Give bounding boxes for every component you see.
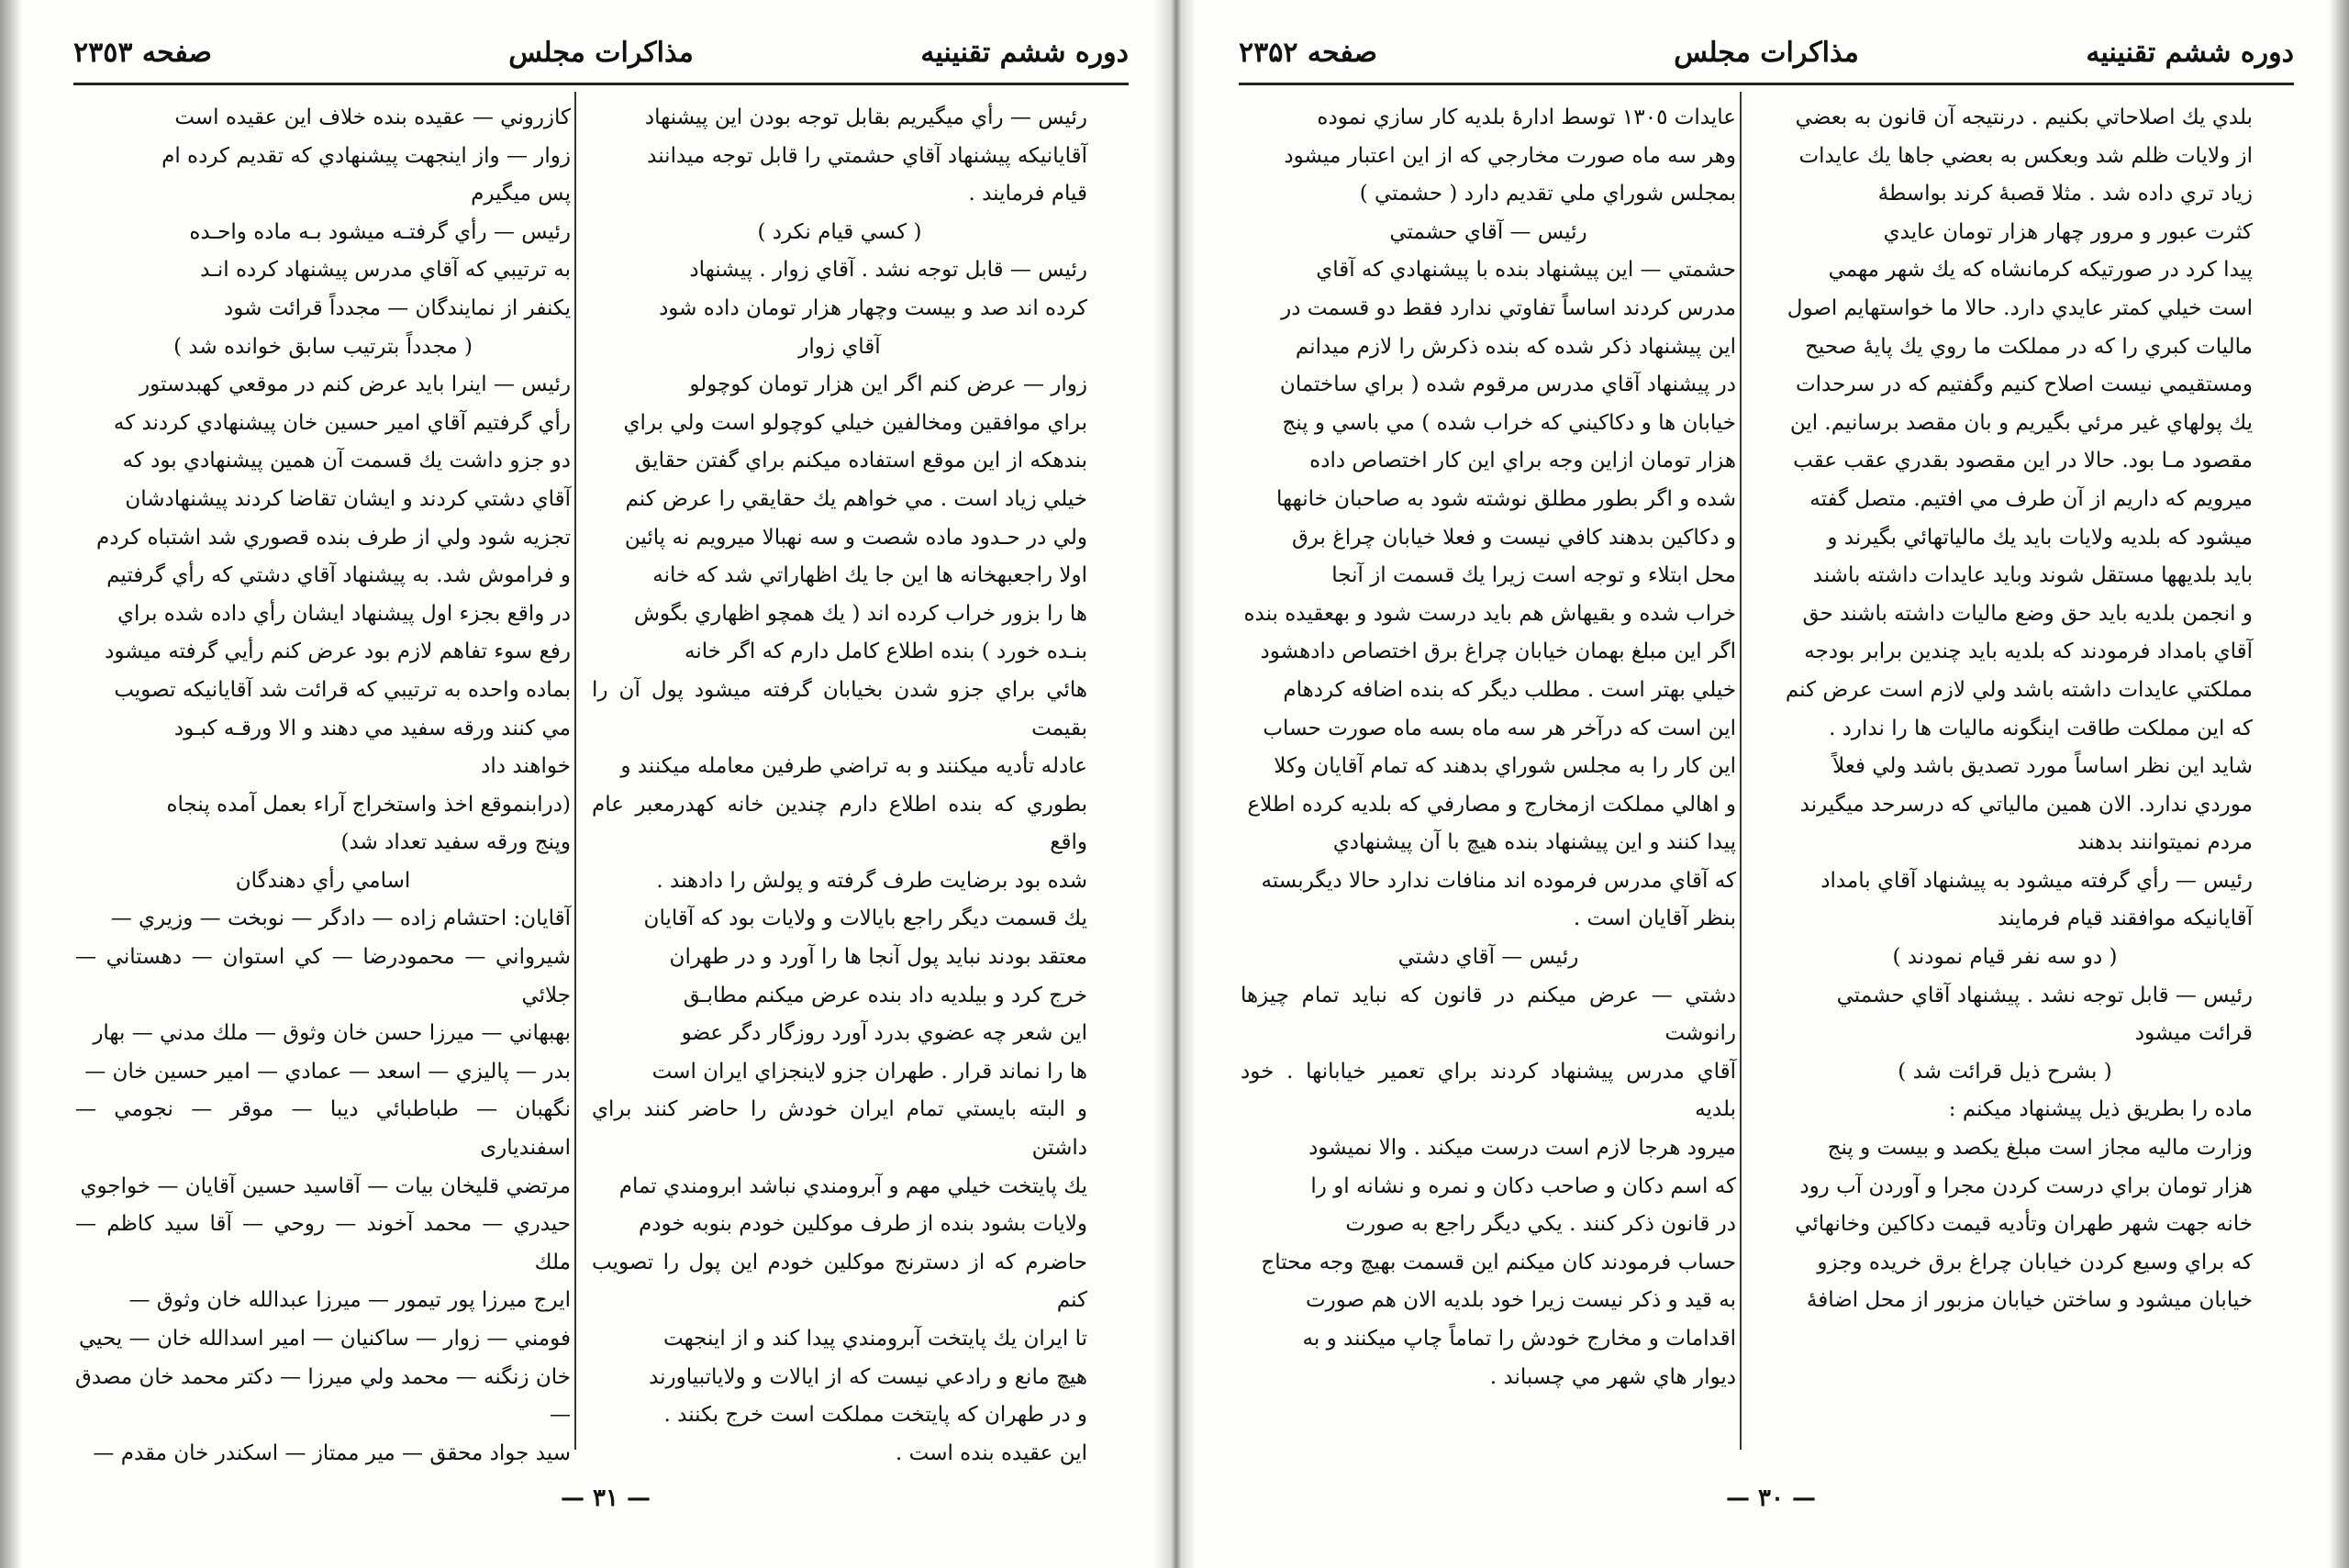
text-line: ( كسي قيام نكرد ) — [757, 219, 922, 244]
publication-title: مذاکرات مجلس — [1674, 37, 1859, 69]
text-line: مملكتي عايدات داشته باشد ولي لازم است عرض كنم — [1785, 677, 2253, 702]
text-line: (درابنموقع اخذ واستخراج آراء بعمل آمده پنجاه — [166, 792, 571, 817]
text-line: حاضرم كه از دسترنج موكلين خودم اين پول را تصويب كنم — [592, 1250, 1087, 1313]
text-line: رأي گرفتيم آقاي امير حسين خان پيشنهادي كردند كه — [113, 410, 571, 435]
text-line: رئيس — آقاي دشتي — [1397, 945, 1579, 970]
text-line: كثرت عبور و مرور چهار هزار تومان عايدي — [1883, 219, 2253, 244]
text-line: ها را بزور خراب كرده اند ( يك همچو اظهاري بگوش — [633, 601, 1087, 626]
text-line: خيلي بهتر است . مطلب ديگر كه بنده اضافه كردهام — [1283, 677, 1736, 702]
session-label: دوره ششم تقنینیه — [920, 37, 1129, 69]
text-line: بايد بلديهها مستقل شوند وبايد عايدات داشته باشند — [1812, 563, 2253, 588]
text-line: در قانون ذكر كنند . يكي ديگر راجع به صورت — [1345, 1212, 1736, 1237]
text-line: هزار تومان ازاين وجه براي اين كار اختصاص داده — [1309, 449, 1736, 473]
text-line: و البته بايستي تمام ايران خودش را حاضر كنند براي داشتن — [592, 1097, 1087, 1161]
text-line: ميشود كه بلديه ولايات بايد يك مالياتهائي بگيرند و — [1827, 525, 2253, 550]
page-header — [1239, 37, 2294, 79]
text-line: بنظر آقايان است . — [1573, 906, 1736, 931]
text-line: زوار — عرض كنم اگر اين هزار تومان كوچولو — [689, 373, 1087, 397]
text-line: ماليات كبري را كه در مملكت ما روي يك پايهٔ صحيح — [1805, 334, 2253, 359]
text-line: رئيس — آقاي حشمتي — [1389, 219, 1587, 244]
text-line: شيرواني — محمودرضا — كي استوان — دهستاني — جلائي — [75, 945, 571, 1007]
text-line: ( بشرح ذيل قرائت شد ) — [1898, 1059, 2112, 1084]
text-line: و اهالي مملكت ازمخارج و مصارفي كه بلديه كرده اطلاع — [1247, 792, 1736, 817]
page-number-label: صفحه ٢٣٥٣ — [73, 37, 212, 69]
text-line: محل ابتلاء و توجه است زيرا يك قسمت از آنجا — [1331, 563, 1736, 588]
text-line: خراب شده و بقيهاش هم بايد درست شود و بهعقيده بنده — [1243, 601, 1736, 626]
text-column-left — [1241, 99, 1736, 1396]
text-line: عايدات ١٣٠٥ توسط ادارهٔ بلديه كار سازي نموده — [1317, 106, 1736, 129]
text-line: نگهبان — طباطبائي ديبا — موقر — نجومي — اسفنديارى — [75, 1097, 571, 1161]
text-line: و در طهران كه پايتخت مملكت است خرج بكنند . — [663, 1403, 1087, 1428]
text-line: آقاي بامداد فرمودند كه بلديه بايد چندين برابر بودجه — [1804, 639, 2253, 664]
text-line: دشتي — عرض ميكنم در قانون كه نبايد تمام چيزها رانوشت — [1241, 983, 1736, 1046]
text-line: خان زنگنه — محمد ولي ميرزا — دكتر محمد خان مصدق — — [75, 1364, 571, 1428]
text-line: خيابان ميشود و ساختن خيابان مزبور از محل اضافهٔ — [1806, 1288, 2253, 1313]
text-line: اين است كه درآخر هر سه ماه بسه ماه صورت حساب — [1263, 716, 1736, 740]
text-line: هزار تومان براي درست كردن مجرا و آوردن آب رود — [1799, 1173, 2253, 1198]
text-line: تا ايران يك پايتخت آبرومندي پيدا كند و از اينجهت — [663, 1327, 1087, 1351]
page-footer-number: — ٣١ — — [560, 1485, 651, 1512]
text-line: خانه جهت شهر طهران وتأديه قيمت دكاكين وخانهائي — [1795, 1212, 2253, 1237]
text-line: يكنفر از نمايندگان — مجدداً قرائت شود — [223, 295, 571, 320]
text-line: ميرود هرجا لازم است درست ميكند . والا نميشود — [1308, 1136, 1736, 1161]
text-line: ها را نماند قرار . طهران جزو لاينجزاي ايران است — [651, 1059, 1087, 1084]
text-line: رئيس — قابل توجه نشد . پيشنهاد آقاي حشمتي — [1836, 983, 2253, 1007]
page-header — [73, 37, 1129, 79]
text-line: پيدا كنند و اين پيشنهاد بنده هيچ با آن پيشنهادي — [1332, 830, 1736, 855]
text-column-right — [1757, 99, 2253, 1320]
text-line: براي موافقين ومخالفين خيلي كوچولو است ولي براي — [623, 410, 1087, 435]
text-line: اين كار را به مجلس شوراي بدهند كه تمام آقايان وكلا — [1274, 754, 1736, 779]
text-line: يك پولهاي غير مرئي بگيريم و بان مقصد برسانيم. اين — [1789, 410, 2253, 435]
text-line: ومستقيمي نيست اصلاح كنيم وگفتيم كه در سرحدات — [1796, 373, 2253, 397]
text-column-right — [592, 99, 1087, 1473]
text-line: قرائت ميشود — [2134, 1021, 2253, 1046]
text-line: اگر اين مبلغ بهمان خيابان چراغ برق اختصاص دادهشود — [1260, 639, 1736, 664]
text-line: بمجلس شوراي ملي تقديم دارد ( حشمتي ) — [1359, 182, 1736, 206]
text-line: بطوري كه بنده اطلاع دارم چندين خانه كهدرمعبر عام واقع — [592, 792, 1087, 855]
text-line: دو جزو داشت يك قسمت آن همين پيشنهادي بود كه — [122, 449, 571, 473]
text-line: قيام فرمايند . — [968, 182, 1087, 206]
text-line: اولا راجعبهخانه ها اين جا يك اظهاراتي شد كه خانه — [652, 563, 1087, 588]
header-rule — [1239, 83, 2294, 85]
text-line: رئيس — رأي گرفته ميشود به پيشنهاد آقاي بامداد — [1820, 868, 2253, 893]
text-line: بنـده خورد ) بنده اطلاع كامل دارم كه اگر خانه — [685, 639, 1087, 664]
header-rule — [73, 83, 1129, 85]
text-line: آقايانيكه موافقند قيام فرمايند — [1998, 906, 2253, 931]
text-line: عادله تأديه ميكنند و به تراضي طرفين معامله ميكنند و — [620, 754, 1087, 779]
text-line: ( دو سه نفر قيام نمودند ) — [1892, 945, 2118, 970]
text-line: زياد تري داده شد . مثلا قصبهٔ كرند بواسطهٔ — [1877, 182, 2253, 206]
text-line: بلدي يك اصلاحاتي بكنيم . درنتيجه آن قانون به بعضي — [1795, 106, 2253, 129]
text-line: وپنج ورقه سفيد تعداد شد) — [340, 830, 571, 855]
text-line: معتقد بودند نبايد پول آنجا ها را آورد و در طهران — [669, 945, 1087, 970]
text-line: ايرج ميرزا پور تيمور — ميرزا عبدالله خان وثوق — — [128, 1288, 571, 1313]
text-line: رئيس — رأي گرفتـه ميشود بـه ماده واحـده — [189, 219, 571, 244]
session-label: دوره ششم تقنینیه — [2086, 37, 2294, 69]
text-line: از ولايات ظلم شد وبعكس به بعضي جاها يك عايدات — [1798, 143, 2253, 168]
text-line: به قيد و ذكر نيست زيرا خود بلديه الان هم صورت — [1305, 1288, 1736, 1313]
text-line: و انجمن بلديه بايد حق وضع ماليات داشته باشند حق — [1802, 601, 2253, 626]
text-line: اسامي رأي دهندگان — [235, 868, 411, 893]
column-divider — [574, 92, 576, 1450]
text-line: پس ميگيرم — [471, 182, 571, 206]
column-divider — [1740, 92, 1742, 1450]
text-line: كه اين مملكت طاقت اينگونه ماليات ها را ندارد . — [1829, 716, 2253, 740]
text-line: و دكاكين بدهند كافي نيست و فعلا خيابان چراغ برق — [1291, 525, 1736, 550]
text-line: مرتضي قليخان بيات — آقاسيد حسين آقايان — خواجوي — [80, 1173, 571, 1198]
text-line: رفع سوء تفاهم لازم بود عرض كنم رأيي گرفته ميشود — [105, 639, 571, 664]
text-line: وهر سه ماه صورت مخارجي كه از اين اعتبار ميشود — [1284, 143, 1736, 168]
text-line: اين شعر چه عضوي بدرد آورد روزگار دگر عضو — [681, 1021, 1087, 1046]
text-line: يك پايتخت خيلي مهم و آبرومندي نباشد ابرومندي تمام — [618, 1173, 1087, 1198]
text-line: هيچ مانع و رادعي نيست كه از ايالات و ولاياتبياورند — [649, 1364, 1087, 1389]
text-line: هائي براي جزو شدن بخيابان گرفته ميشود پول آن را بقيمت — [592, 677, 1087, 740]
text-line: مي كنند ورقه سفيد مي دهند و الا ورقـه كبـود — [173, 716, 571, 740]
text-line: بندهكه از اين موقع استفاده ميكنم براي گفتن حقايق — [634, 449, 1087, 473]
text-line: آقايانيكه پيشنهاد آقاي حشمتي را قابل توجه ميدانند — [647, 143, 1087, 168]
publication-title: مذاکرات مجلس — [508, 37, 694, 69]
text-line: سيد جواد محقق — مير ممتاز — اسكندر خان مقدم — — [93, 1440, 571, 1465]
text-line: كرده اند صد و بيست وچهار هزار تومان داده شود — [659, 295, 1087, 320]
text-line: اقدامات و مخارج خودش را تماماً چاپ ميكنند و به — [1302, 1327, 1736, 1351]
text-line: رئيس — رأي ميگيريم بقابل توجه بودن اين پيشنهاد — [644, 106, 1087, 129]
text-line: بهبهاني — ميرزا حسن خان وثوق — ملك مدني — بهار — [93, 1021, 571, 1046]
text-line: آقاي دشتي كردند و ايشان تقاضا كردند پيشنهادشان — [125, 486, 571, 511]
paragraph-block — [1757, 862, 2253, 1320]
text-line: بماده واحده به ترتيبي كه قرائت شد آقايانيكه تصويب — [114, 677, 571, 702]
left-page — [0, 0, 1174, 1568]
text-line: كه براي وسيع كردن خيابان چراغ برق خريده وجزو — [1817, 1250, 2253, 1274]
text-line: كه آقاي مدرس فرموده اند منافات ندارد حالا ديگربسته — [1261, 868, 1736, 893]
text-line: يك قسمت ديگر راجع بايالات و ولايات بود كه آقايان — [643, 906, 1087, 931]
text-line: است خيلي كمتر عايدي دارد. حالا ما خواستهايم اصول — [1787, 295, 2253, 320]
text-line: مقصود مـا بود. حالا در اين مقصود بقدري عقب عقب — [1793, 449, 2253, 473]
text-line: ماده را بطريق ذيل پيشنهاد ميكنم : — [1948, 1097, 2253, 1122]
text-line: آقاي زوار — [798, 334, 881, 359]
text-line: خرج كرد و بيلديه داد بنده عرض ميكنم مطابـق — [683, 983, 1087, 1007]
text-line: خيابان ها و دكاكيني كه خراب شده ) مي باسي و پنج — [1282, 410, 1736, 435]
text-line: شده بود برضايت طرف گرفته و پولش را دادهند . — [656, 868, 1087, 893]
text-line: فومني — زوار — ساكنيان — امير اسدالله خان — يحيي — [78, 1327, 571, 1351]
text-line: آقاي مدرس پيشنهاد كردند براي تعمير خيابانها . خود بلديه — [1241, 1059, 1736, 1122]
text-line: مردم نميتوانند بدهند — [2077, 830, 2253, 855]
text-line: اين پيشنهاد ذكر شده كه بنده ذكرش را لازم ميدانم — [1295, 334, 1736, 359]
text-line: ( مجدداً بترتيب سابق خوانده شد ) — [173, 334, 473, 359]
text-line: رئيس — اينرا بايد عرض كنم در موقعي كهبدستور — [139, 373, 571, 397]
text-line: پيدا كرد در صورتيكه كرمانشاه كه يك شهر مهمي — [1828, 258, 2253, 283]
page-footer-number: — ٣٠ — — [1725, 1485, 1817, 1512]
text-line: رئيس — قابل توجه نشد . آقاي زوار . پيشنهاد — [689, 258, 1087, 283]
text-line: زوار — واز اينجهت پيشنهادي كه تقديم كرده ام — [161, 143, 571, 168]
text-line: ولايات بشود بنده از طرف موكلين خودم بنوبه خودم — [639, 1212, 1087, 1237]
text-line: كازروني — عقيده بنده خلاف اين عقيده است — [174, 106, 571, 129]
text-line: حساب فرمودند كان ميكنم اين قسمت بهيچ وجه محتاج — [1261, 1250, 1736, 1274]
paragraph-block — [1757, 99, 2253, 862]
text-line: در پيشنهاد آقاي مدرس مرقوم شده ( براي ساختمان — [1279, 373, 1736, 397]
text-line: خيلي زياد است . مي خواهم يك حقايقي را عرض كنم — [625, 486, 1087, 511]
text-line: وزارت ماليه مجاز است مبلغ يكصد و بيست و پنج — [1827, 1136, 2253, 1161]
text-line: آقايان: احتشام زاده — دادگر — نوبخت — وزيري — — [110, 906, 571, 931]
text-line: بدر — پالیزي — اسعد — عمادي — امير حسين خان — — [84, 1059, 571, 1084]
text-line: ميرويم كه داريم از آن طرف مي افتيم. متصل گفته — [1809, 486, 2253, 511]
text-line: اين عقيده بنده است . — [896, 1440, 1087, 1465]
text-line: و فراموش شد. به پيشنهاد آقاي دشتي كه رأي گرفتيم — [106, 563, 571, 588]
text-line: به ترتيبي كه آقاي مدرس پيشنهاد كرده انـد — [200, 258, 571, 283]
text-line: شايد اين نظر اساساً مورد تصديق باشد ولي فعلاً — [1832, 754, 2253, 779]
text-line: ديوار هاي شهر مي چسباند . — [1489, 1364, 1736, 1389]
text-line: كه اسم دكان و صاحب دكان و نمره و نشانه او را — [1310, 1173, 1736, 1198]
text-line: تجزيه شود ولي از طرف بنده قصوري شد اشتباه كردم — [96, 525, 571, 550]
text-column-left — [75, 99, 571, 1473]
text-line: ولي در حـدود ماده شصت و سه نهبالا ميرويم نه پائين — [624, 525, 1087, 550]
page-number-label: صفحه ۲۳۵۲ — [1239, 37, 1377, 69]
text-line: حيدري — محمد آخوند — روحي — آقا سيد كاظم — ملك — [75, 1212, 571, 1274]
text-line: مدرس كردند اساساً تفاوتي ندارد فقط دو قسمت در — [1281, 295, 1736, 320]
text-line: موردي ندارد. الان همين مالياتي كه درسرحد ميگيرند — [1799, 792, 2253, 817]
right-page — [1184, 0, 2349, 1568]
text-line: شده و اگر بطور مطلق نوشته شود به صاحبان خانهها — [1276, 486, 1736, 511]
text-line: حشمتي — اين پيشنهاد بنده با پيشنهادي كه آقاي — [1316, 258, 1736, 283]
text-line: در واقع بجزء اول پيشنهاد ايشان رأي داده شده براي — [117, 601, 571, 626]
text-line: خواهند داد — [481, 754, 571, 779]
